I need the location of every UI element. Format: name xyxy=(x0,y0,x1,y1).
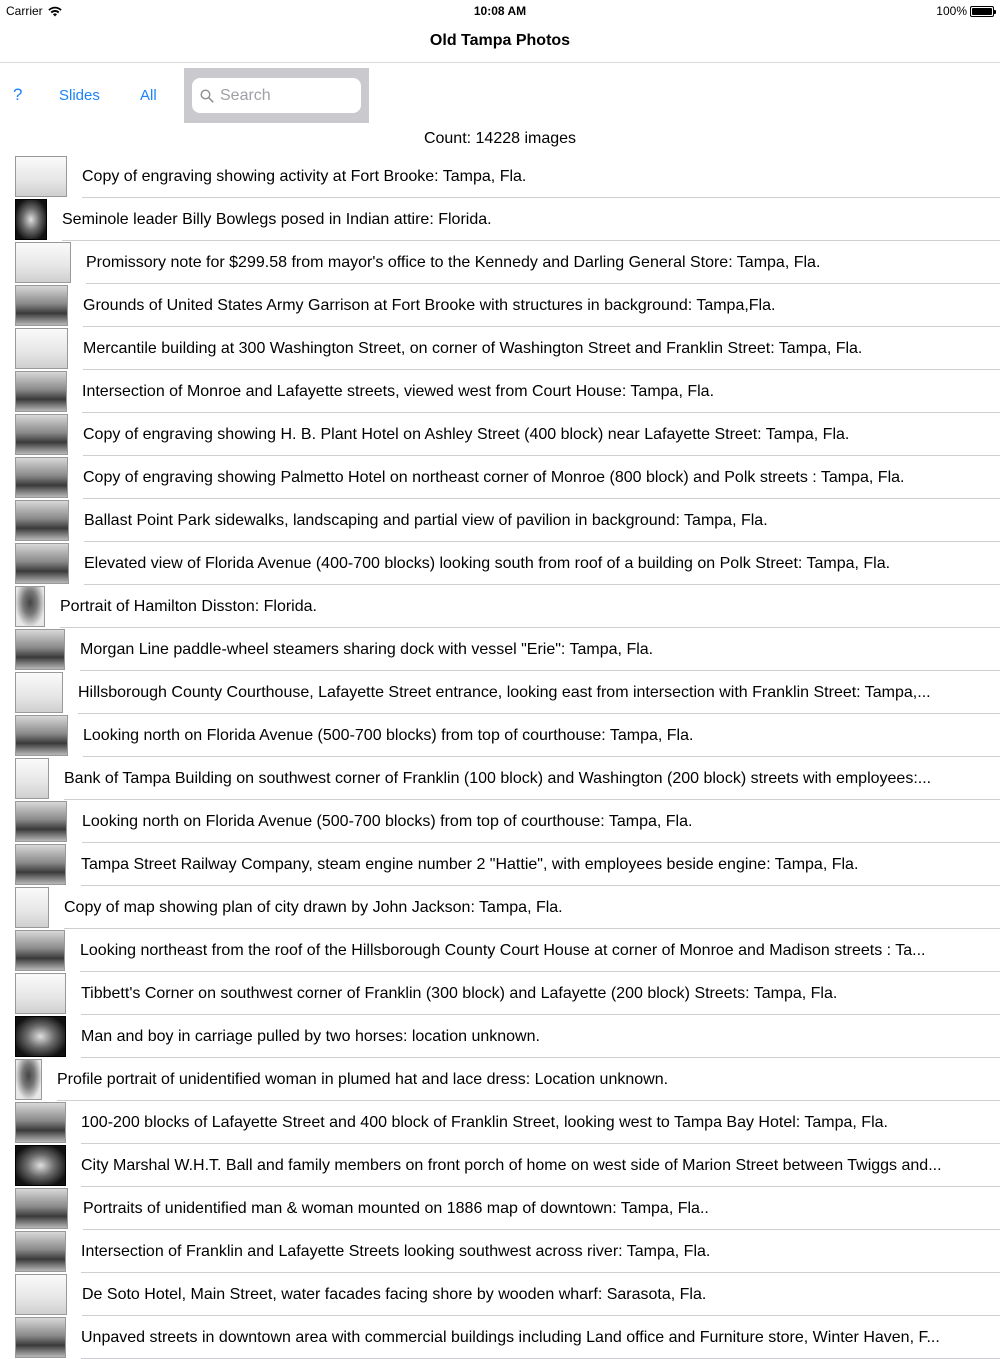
list-item[interactable] xyxy=(0,843,1000,886)
photo-thumbnail xyxy=(15,328,68,369)
slides-button[interactable]: Slides xyxy=(59,87,100,104)
list-item[interactable] xyxy=(0,1230,1000,1273)
toolbar xyxy=(0,63,1000,127)
photo-title: 100-200 blocks of Lafayette Street and 400 block of Franklin Street, looking west to Tampa Bay Hotel: Tampa, Fla. xyxy=(81,1114,888,1131)
photo-thumbnail xyxy=(15,457,68,498)
search-bar xyxy=(184,68,369,123)
list-item[interactable] xyxy=(0,1101,1000,1144)
photo-title: Morgan Line paddle-wheel steamers sharing dock with vessel "Erie": Tampa, Fla. xyxy=(80,641,654,658)
photo-title: Looking northeast from the roof of the Hillsborough County Court House at corner of Monroe and Madison streets : Ta... xyxy=(80,942,926,959)
list-item[interactable] xyxy=(0,757,1000,800)
photo-title: Portrait of Hamilton Disston: Florida. xyxy=(60,598,317,615)
photo-thumbnail xyxy=(15,973,66,1014)
list-item[interactable] xyxy=(0,1015,1000,1058)
photo-thumbnail xyxy=(15,156,67,197)
photo-thumbnail xyxy=(15,930,65,971)
photo-thumbnail xyxy=(15,1231,66,1272)
list-item[interactable] xyxy=(0,241,1000,284)
photo-thumbnail xyxy=(15,285,68,326)
photo-title: Tibbett's Corner on southwest corner of Franklin (300 block) and Lafayette (200 block) Streets: Tampa, Fla. xyxy=(81,985,838,1002)
list-item[interactable] xyxy=(0,1144,1000,1187)
image-count: Count: 14228 images xyxy=(423,130,577,147)
battery-percent: 100% xyxy=(936,4,967,18)
list-item[interactable] xyxy=(0,671,1000,714)
carrier-label: Carrier xyxy=(6,4,43,18)
photo-thumbnail xyxy=(15,1317,66,1358)
photo-title: Unpaved streets in downtown area with commercial buildings including Land office and Furniture store, Winter Haven, F... xyxy=(81,1329,940,1346)
list-item[interactable] xyxy=(0,413,1000,456)
photo-thumbnail xyxy=(15,629,65,670)
photo-title: Elevated view of Florida Avenue (400-700 blocks) looking south from roof of a building on Polk Street: Tampa, Fla. xyxy=(84,555,891,572)
photo-title: Copy of engraving showing Palmetto Hotel on northeast corner of Monroe (800 block) and Polk streets : Tampa, Fla. xyxy=(83,469,905,486)
photo-thumbnail xyxy=(15,1188,68,1229)
photo-title: Copy of engraving showing activity at Fort Brooke: Tampa, Fla. xyxy=(82,168,527,185)
photo-title: Hillsborough County Courthouse, Lafayette Street entrance, looking east from intersection with Franklin Street: Tampa,... xyxy=(78,684,931,701)
list-item[interactable] xyxy=(0,1187,1000,1230)
photo-list xyxy=(0,155,1000,1359)
help-button[interactable]: ? xyxy=(13,85,23,104)
photo-title: Looking north on Florida Avenue (500-700 blocks) from top of courthouse: Tampa, Fla. xyxy=(83,727,694,744)
photo-title: City Marshal W.H.T. Ball and family members on front porch of home on west side of Marion Street between Twiggs and... xyxy=(81,1157,942,1174)
photo-title: Bank of Tampa Building on southwest corner of Franklin (100 block) and Washington (200 block) streets with employees:... xyxy=(64,770,932,787)
list-item[interactable] xyxy=(0,284,1000,327)
photo-thumbnail xyxy=(15,887,49,928)
list-item[interactable] xyxy=(0,499,1000,542)
list-item[interactable] xyxy=(0,155,1000,198)
photo-title: Copy of map showing plan of city drawn by John Jackson: Tampa, Fla. xyxy=(64,899,563,916)
list-item[interactable] xyxy=(0,714,1000,757)
list-item[interactable] xyxy=(0,972,1000,1015)
list-item[interactable] xyxy=(0,628,1000,671)
photo-thumbnail xyxy=(15,1102,66,1143)
battery-icon xyxy=(970,6,994,17)
list-item[interactable] xyxy=(0,456,1000,499)
photo-thumbnail xyxy=(15,199,47,240)
status-bar xyxy=(0,0,1000,22)
list-item[interactable] xyxy=(0,1273,1000,1316)
photo-title: Intersection of Monroe and Lafayette streets, viewed west from Court House: Tampa, Fla. xyxy=(82,383,715,400)
list-item[interactable] xyxy=(0,1058,1000,1101)
list-item[interactable] xyxy=(0,800,1000,843)
photo-thumbnail xyxy=(15,672,63,713)
search-input[interactable] xyxy=(220,87,350,105)
list-item[interactable] xyxy=(0,327,1000,370)
photo-title: Man and boy in carriage pulled by two horses: location unknown. xyxy=(81,1028,540,1045)
list-item[interactable] xyxy=(0,1316,1000,1359)
list-item[interactable] xyxy=(0,886,1000,929)
photo-title: Grounds of United States Army Garrison at Fort Brooke with structures in background: Tampa,Fla. xyxy=(83,297,776,314)
photo-thumbnail xyxy=(15,242,71,283)
all-button[interactable]: All xyxy=(140,87,157,104)
list-item[interactable] xyxy=(0,542,1000,585)
photo-thumbnail xyxy=(15,543,69,584)
photo-thumbnail xyxy=(15,1274,67,1315)
photo-thumbnail xyxy=(15,801,67,842)
search-icon xyxy=(200,89,214,103)
photo-title: Copy of engraving showing H. B. Plant Hotel on Ashley Street (400 block) near Lafayette Street: Tampa, Fla. xyxy=(83,426,850,443)
list-item[interactable] xyxy=(0,198,1000,241)
photo-title: Looking north on Florida Avenue (500-700 blocks) from top of courthouse: Tampa, Fla. xyxy=(82,813,693,830)
list-item[interactable] xyxy=(0,370,1000,413)
photo-thumbnail xyxy=(15,1145,66,1186)
search-field[interactable] xyxy=(192,78,361,113)
photo-title: Promissory note for $299.58 from mayor's office to the Kennedy and Darling General Store: Tampa, Fla. xyxy=(86,254,821,271)
photo-title: Tampa Street Railway Company, steam engine number 2 "Hattie", with employees beside engine: Tampa, Fla. xyxy=(81,856,859,873)
photo-thumbnail xyxy=(15,844,66,885)
photo-title: Mercantile building at 300 Washington Street, on corner of Washington Street and Franklin Street: Tampa, Fla. xyxy=(83,340,863,357)
photo-thumbnail xyxy=(15,1016,66,1057)
photo-title: Ballast Point Park sidewalks, landscaping and partial view of pavilion in background: Tampa, Fla. xyxy=(84,512,768,529)
photo-thumbnail xyxy=(15,586,45,627)
list-item[interactable] xyxy=(0,929,1000,972)
photo-thumbnail xyxy=(15,371,67,412)
clock: 10:08 AM xyxy=(473,4,527,18)
photo-title: Profile portrait of unidentified woman in plumed hat and lace dress: Location unknown. xyxy=(57,1071,669,1088)
photo-thumbnail xyxy=(15,414,68,455)
photo-thumbnail xyxy=(15,715,68,756)
photo-title: De Soto Hotel, Main Street, water facades facing shore by wooden wharf: Sarasota, Fla. xyxy=(82,1286,707,1303)
photo-thumbnail xyxy=(15,500,69,541)
photo-thumbnail xyxy=(15,758,49,799)
photo-title: Seminole leader Billy Bowlegs posed in Indian attire: Florida. xyxy=(62,211,492,228)
navigation-bar xyxy=(0,22,1000,63)
photo-title: Intersection of Franklin and Lafayette Streets looking southwest across river: Tampa, Fla. xyxy=(81,1243,711,1260)
list-item[interactable] xyxy=(0,585,1000,628)
page-title: Old Tampa Photos xyxy=(429,32,571,49)
battery-indicator xyxy=(936,4,994,18)
photo-thumbnail xyxy=(15,1059,42,1100)
photo-title: Portraits of unidentified man & woman mounted on 1886 map of downtown: Tampa, Fla.. xyxy=(83,1200,709,1217)
